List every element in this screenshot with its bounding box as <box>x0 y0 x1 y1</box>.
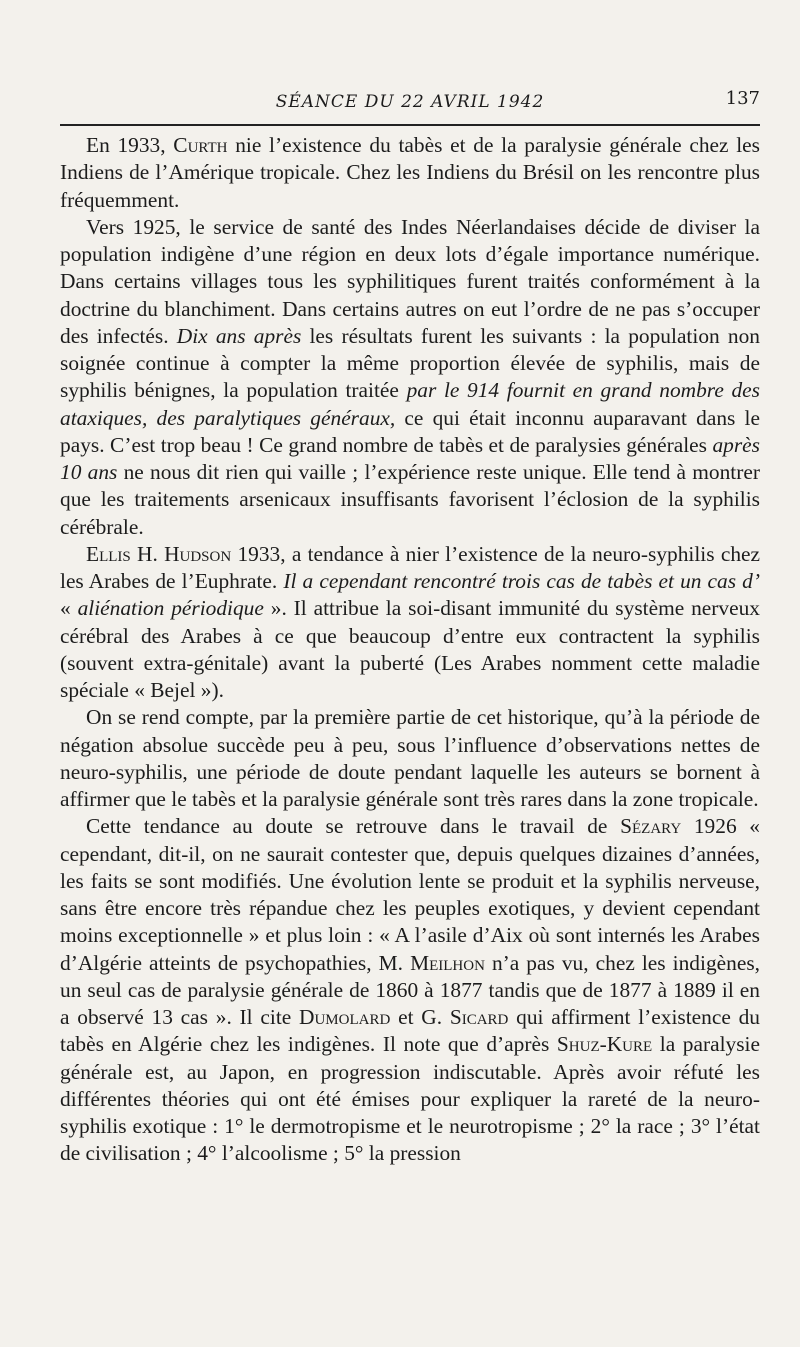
emphasis-text: après 10 ans <box>60 432 760 484</box>
author-name: Curth <box>173 133 228 157</box>
text-run: 1926 « cependant, dit-il, on ne saurait contester que, depuis quelques dizaines d’années, les faits se sont modifiés. Une évolution lente se produit et la syphilis nerveuse, sans être encore très répandue chez les peuples exotiques, y devient cependant moins exceptionnelle » et plus loin : « A l’asile d’Aix où sont internés les Arabes d’Algérie atteints de psychopathies, M. <box>60 814 760 975</box>
text-run: « <box>60 596 78 621</box>
paragraph <box>60 704 760 813</box>
text-run: les résultats furent les suivants : la population non soignée continue à compter la même proportion élevée de syphilis, mais de syphilis bénignes, la population traitée <box>60 323 760 403</box>
author-name: Hudson <box>164 541 232 566</box>
emphasis-text: Il a cependant rencontré trois cas de tabès et un cas d’ <box>283 569 760 593</box>
text-run: H. <box>130 541 165 566</box>
text-run: En 1933, <box>86 133 174 157</box>
text-run: nie l’existence du tabès et de la paralysie générale chez les Indiens de l’Amérique tropicale. Chez les Indiens du Brésil on les rencontre plus fréquemment. <box>60 133 760 212</box>
page-number: 137 <box>725 88 760 109</box>
text-run: 1933, a tendance à nier l’existence de la neuro-syphilis chez les Arabes de l’Euphrate. <box>60 541 760 593</box>
emphasis-text: par le 914 fournit en grand nombre des ataxiques, des paralytiques généraux, <box>60 378 760 430</box>
text-run: ne nous dit rien qui vaille ; l’expérience reste unique. Elle tend à montrer que les traitements arsenicaux insuffisants favorisent l’éclosion de la syphilis cérébrale. <box>60 460 760 539</box>
author-name: Meilhon <box>410 950 485 975</box>
text-run: Cette tendance au doute se retrouve dans le travail de <box>86 814 621 839</box>
paragraph <box>60 214 760 541</box>
header-rule <box>60 124 760 126</box>
text-run: ». Il attribue la soi-disant immunité du système nerveux cérébral des Arabes à ce que beaucoup d’entre eux contractent la syphilis (souvent extra-génitale) avant la puberté (Les Arabes nomment cette maladie spéciale « Bejel »). <box>60 596 760 702</box>
author-name: Sicard <box>449 1005 509 1029</box>
paragraph <box>60 541 760 705</box>
author-name: Sézary <box>620 814 682 839</box>
text-run: Vers 1925, le service de santé des Indes Néerlandaises décide de diviser la population indigène d’une région en deux lots d’égale importance numérique. Dans certains villages tous les syphilitiques furent traités conformément à la doctrine du blanchiment. Dans certains autres on eut l’ordre de ne pas s’occuper des infectés. <box>60 214 760 348</box>
page-header <box>60 88 760 116</box>
text-run: n’a pas vu, chez les indigènes, un seul cas de paralysie générale de 1860 à 1877 tandis que de 1877 à 1889 il en a observé 13 cas ». Il cite <box>60 950 761 1029</box>
author-name: Shuz-Kure <box>556 1032 653 1057</box>
author-name: Dumolard <box>299 1005 391 1029</box>
text-run: qui affirment l’existence du tabès en Algérie chez les indigènes. Il note que d’après <box>60 1005 760 1057</box>
emphasis-text: aliénation périodique <box>77 596 264 621</box>
text-run: On se rend compte, par la première partie de cet historique, qu’à la période de négation absolue succède peu à peu, sous l’influence d’observations nettes de neuro-syphilis, une période de doute pendant laquelle les auteurs se bornent à affirmer que le tabès et la paralysie générale sont très rares dans la zone tropicale. <box>60 705 760 811</box>
running-title: SÉANCE DU 22 AVRIL 1942 <box>275 92 545 112</box>
author-name: Ellis <box>86 541 131 566</box>
text-run: la paralysie générale est, au Japon, en progression indiscutable. Après avoir réfuté les différentes théories qui ont été émises pour expliquer la rareté de la neuro-syphilis exotique : 1° le dermotropisme et le neurotropisme ; 2° la race ; 3° l’état de civilisation ; 4° l’alcoolisme ; 5° la pression <box>60 1032 760 1166</box>
text-run: ce qui était inconnu auparavant dans le pays. C’est trop beau ! Ce grand nombre de tabès et de paralysies générales <box>60 405 760 457</box>
paragraph <box>60 813 760 1167</box>
body-text <box>60 132 760 1168</box>
emphasis-text: Dix ans après <box>176 323 302 348</box>
text-run: et G. <box>390 1005 450 1029</box>
paragraph <box>60 132 760 214</box>
